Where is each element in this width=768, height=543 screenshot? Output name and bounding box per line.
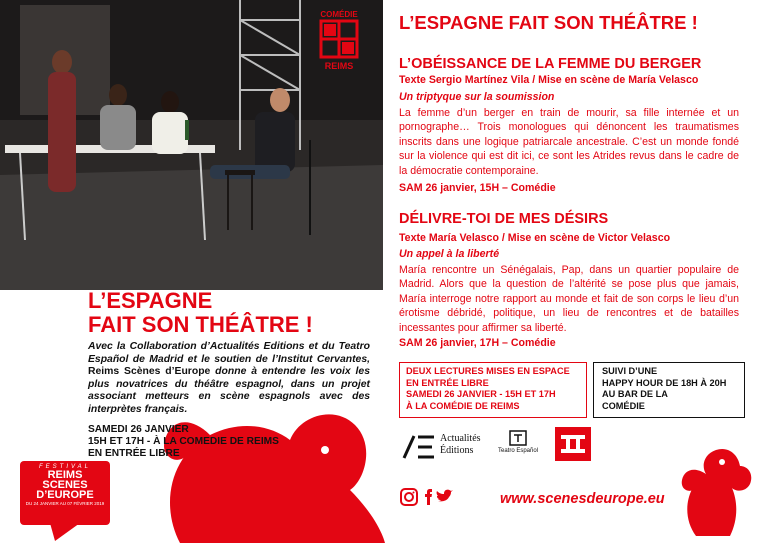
- play1-subtitle: Un triptyque sur la soumission: [399, 91, 555, 103]
- left-date-line1: SAMEDI 26 JANVIER: [88, 424, 189, 435]
- intro-part2: donne à entendre les voix les plus novatrices du théâtre espagnol, dans un projet associant metteurs en scène espagnols avec des interprètes français.: [88, 366, 370, 415]
- readings-line2: EN ENTRÉE LIBRE: [406, 377, 489, 388]
- happy-line4: COMÉDIE: [602, 400, 645, 411]
- festival-reims: REIMS: [47, 469, 83, 481]
- comedie-logo-top: COMÉDIE: [320, 10, 358, 19]
- intro-bold: Reims Scènes d’Europe: [88, 366, 211, 378]
- speech-tail-icon: [50, 523, 80, 541]
- left-title-line2: FAIT SON THÉÂTRE !: [88, 312, 313, 337]
- happy-line1: SUIVI D’UNE: [602, 366, 658, 376]
- play1-credit: Texte Sergio Martínez Vila / Mise en scène de María Velasco: [399, 74, 699, 86]
- instituto-cervantes-logo-icon: [555, 427, 591, 461]
- festival-dates: DU 24 JANVIER AU 07 FÉVRIER 2019: [25, 501, 105, 506]
- readings-box: [399, 362, 587, 418]
- left-date: [88, 424, 370, 461]
- social-icons: [400, 488, 464, 506]
- happy-hour-box: [593, 362, 745, 418]
- actualites-editions-name: [440, 433, 481, 457]
- website-link[interactable]: www.scenesdeurope.eu: [500, 491, 665, 507]
- festival-scenes: SCENES: [42, 479, 88, 491]
- happy-line3: AU BAR DE LA: [602, 389, 668, 400]
- rehearsal-photo: [0, 0, 383, 290]
- actualites-line1: Actualités: [440, 433, 481, 444]
- play2-subtitle: Un appel à la liberté: [399, 248, 500, 260]
- teatro-espanol-logo-icon: [509, 430, 527, 446]
- intro-part1: Avec la Collaboration d’Actualités Editions et du Teatro Español de Madrid et le soutien de l’Institut Cervantes,: [88, 341, 370, 365]
- left-intro: [88, 341, 370, 417]
- facebook-icon[interactable]: [425, 489, 432, 505]
- readings-line4: À LA COMÉDIE DE REIMS: [406, 400, 520, 411]
- actualites-line2: Éditions: [440, 445, 474, 456]
- twitter-icon[interactable]: [437, 490, 453, 502]
- main-title: L’ESPAGNE FAIT SON THÉÂTRE !: [399, 12, 698, 33]
- comedie-de-reims-logo: [318, 8, 360, 72]
- readings-line1: DEUX LECTURES MISES EN ESPACE: [406, 366, 570, 376]
- happy-line2: HAPPY HOUR DE 18H À 20H: [602, 377, 727, 388]
- small-elephant-illustration: [676, 436, 756, 536]
- play1-title: L’OBÉISSANCE DE LA FEMME DU BERGER: [399, 56, 702, 72]
- festival-label: FESTIVAL: [38, 464, 91, 470]
- comedie-logo-bottom: REIMS: [324, 61, 354, 71]
- festival-europe: D’EUROPE: [36, 489, 94, 501]
- left-date-line3: EN ENTRÉE LIBRE: [88, 448, 180, 460]
- left-title: [88, 289, 313, 337]
- instagram-icon[interactable]: [401, 489, 417, 505]
- play2-when: SAM 26 janvier, 17H – Comédie: [399, 337, 556, 349]
- play1-when: SAM 26 janvier, 15H – Comédie: [399, 182, 556, 194]
- actualites-editions-logo-icon: [402, 434, 436, 460]
- elephant-illustration: [150, 395, 390, 543]
- festival-logo: [20, 461, 110, 541]
- left-title-line1: L’ESPAGNE: [88, 288, 213, 313]
- festival-box: [20, 461, 110, 525]
- readings-line3: SAMEDI 26 JANVIER - 15H ET 17H: [406, 389, 556, 400]
- play2-description: María rencontre un Sénégalais, Pap, dans un quartier populaire de Madrid. Alors que la question de l’altérité se pose plus que jamais, María interroge notre rapport au monde et fait de son corps le lieu d’un érotisme débridé, politique, un lieu de rencontres et de batailles incessantes pour affirmer sa liberté.: [399, 264, 739, 334]
- play2-credit: Texte María Velasco / Mise en scène de Victor Velasco: [399, 232, 671, 244]
- left-date-line2: 15H ET 17H - À LA COMEDIE DE REIMS: [88, 436, 279, 448]
- teatro-espanol-name: Teatro Español: [498, 448, 539, 454]
- play1-description: La femme d’un berger en train de mourir, sa fille internée et un pornographe… Trois monologues qui dénoncent les traumatismes inscrits dans une logique patriarcale ancestrale. C’est un monde fondé sur la violence qui est dit ici, ce sont les Atrides revus dans le cadre de la démocratie contemporaine.: [399, 107, 739, 177]
- play2-title: DÉLIVRE-TOI DE MES DÉSIRS: [399, 211, 609, 227]
